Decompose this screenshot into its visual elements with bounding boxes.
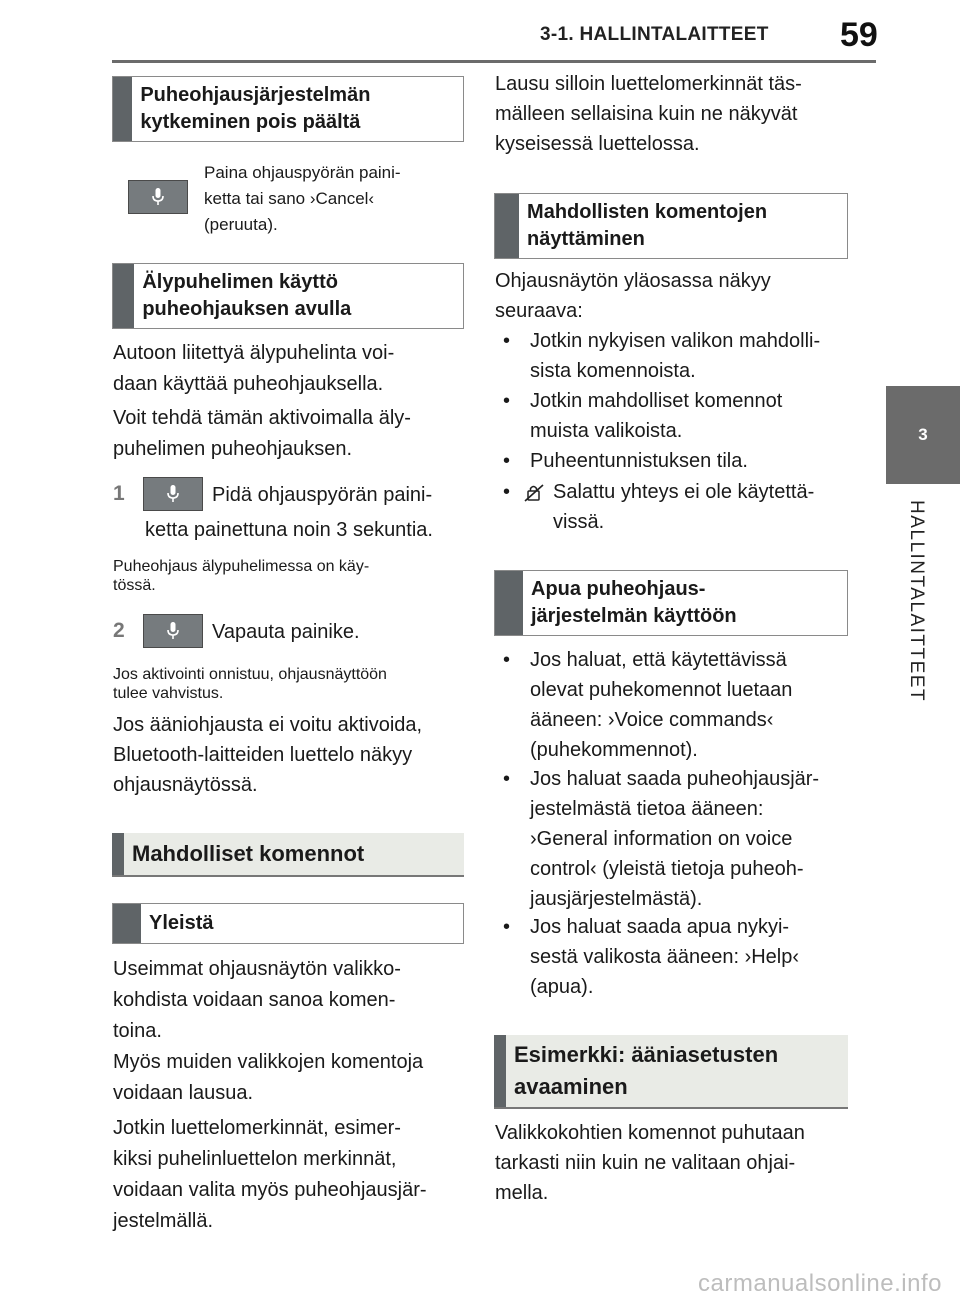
step-text: ketta painettuna noin 3 sekuntia. (145, 519, 433, 541)
heading-voice-off: Puheohjausjärjestelmän kytkeminen pois päältä (112, 76, 464, 142)
step-number: 2 (113, 619, 125, 642)
paragraph: Voit tehdä tämän aktivoimalla äly- puhelimen puheohjauksen. (113, 407, 411, 460)
heading-help: Apua puheohjaus- järjestelmän käyttöön (494, 570, 848, 636)
section-heading-example: Esimerkki: ääniasetusten avaaminen (494, 1035, 848, 1109)
section-heading-commands: Mahdolliset komennot (112, 833, 464, 877)
paragraph: Myös muiden valikkojen komentoja voidaan lausua. (113, 1051, 424, 1104)
section-title: 3-1. HALLINTALAITTEET (540, 24, 769, 45)
watermark: carmanualsonline.info (698, 1270, 942, 1297)
step-text: Vapauta painike. (212, 621, 360, 643)
microphone-button-icon (143, 614, 203, 648)
paragraph: Valikkokohtien komennot puhutaan tarkasti niin kuin ne valitaan ohjai- mella. (495, 1122, 805, 1204)
note: Jos aktivointi onnistuu, ohjausnäyttöön tulee vahvistus. (113, 666, 387, 702)
microphone-button-icon (128, 180, 188, 214)
voice-off-text: Paina ohjauspyörän paini- ketta tai sano ›Cancel‹ (peruuta). (204, 163, 401, 234)
microphone-icon (166, 621, 180, 641)
step-number: 1 (113, 482, 125, 505)
chapter-label: HALLINTALAITTEET (906, 500, 927, 703)
paragraph: Lausu silloin luettelomerkinnät täs- mälleen sellaisina kuin ne näkyvät kyseisessä luettelossa. (495, 73, 802, 155)
chapter-number: 3 (918, 425, 928, 444)
chapter-tab (886, 386, 960, 484)
header-rule (112, 60, 876, 63)
paragraph: Jos ääniohjausta ei voitu aktivoida, Bluetooth-laitteiden luettelo näkyy ohjausnäytössä. (113, 714, 423, 796)
heading-smartphone-voice: Älypuhelimen käyttö puheohjauksen avulla (112, 263, 464, 329)
note: Puheohjaus älypuhelimessa on käy- tössä. (113, 558, 370, 594)
heading-general: Yleistä (112, 903, 464, 944)
microphone-button-icon (143, 477, 203, 511)
step-text: Pidä ohjauspyörän paini- (212, 484, 433, 506)
heading-show-commands: Mahdollisten komentojen näyttäminen (494, 193, 848, 259)
microphone-icon (151, 187, 165, 207)
paragraph: Jotkin luettelomerkinnät, esimer- kiksi puhelinluettelon merkinnät, voidaan valita myös puheohjausjär- jestelmällä. (113, 1117, 427, 1232)
paragraph: Useimmat ohjausnäytön valikko- kohdista voidaan sanoa komen- toina. (113, 958, 401, 1042)
paragraph: Autoon liitettyä älypuhelinta voi- daan käyttää puheohjauksella. (113, 342, 395, 395)
crossed-out-lock-icon (523, 483, 545, 503)
page-number: 59 (840, 16, 878, 54)
microphone-icon (166, 484, 180, 504)
paragraph: Ohjausnäytön yläosassa näkyy seuraava: (495, 270, 771, 322)
